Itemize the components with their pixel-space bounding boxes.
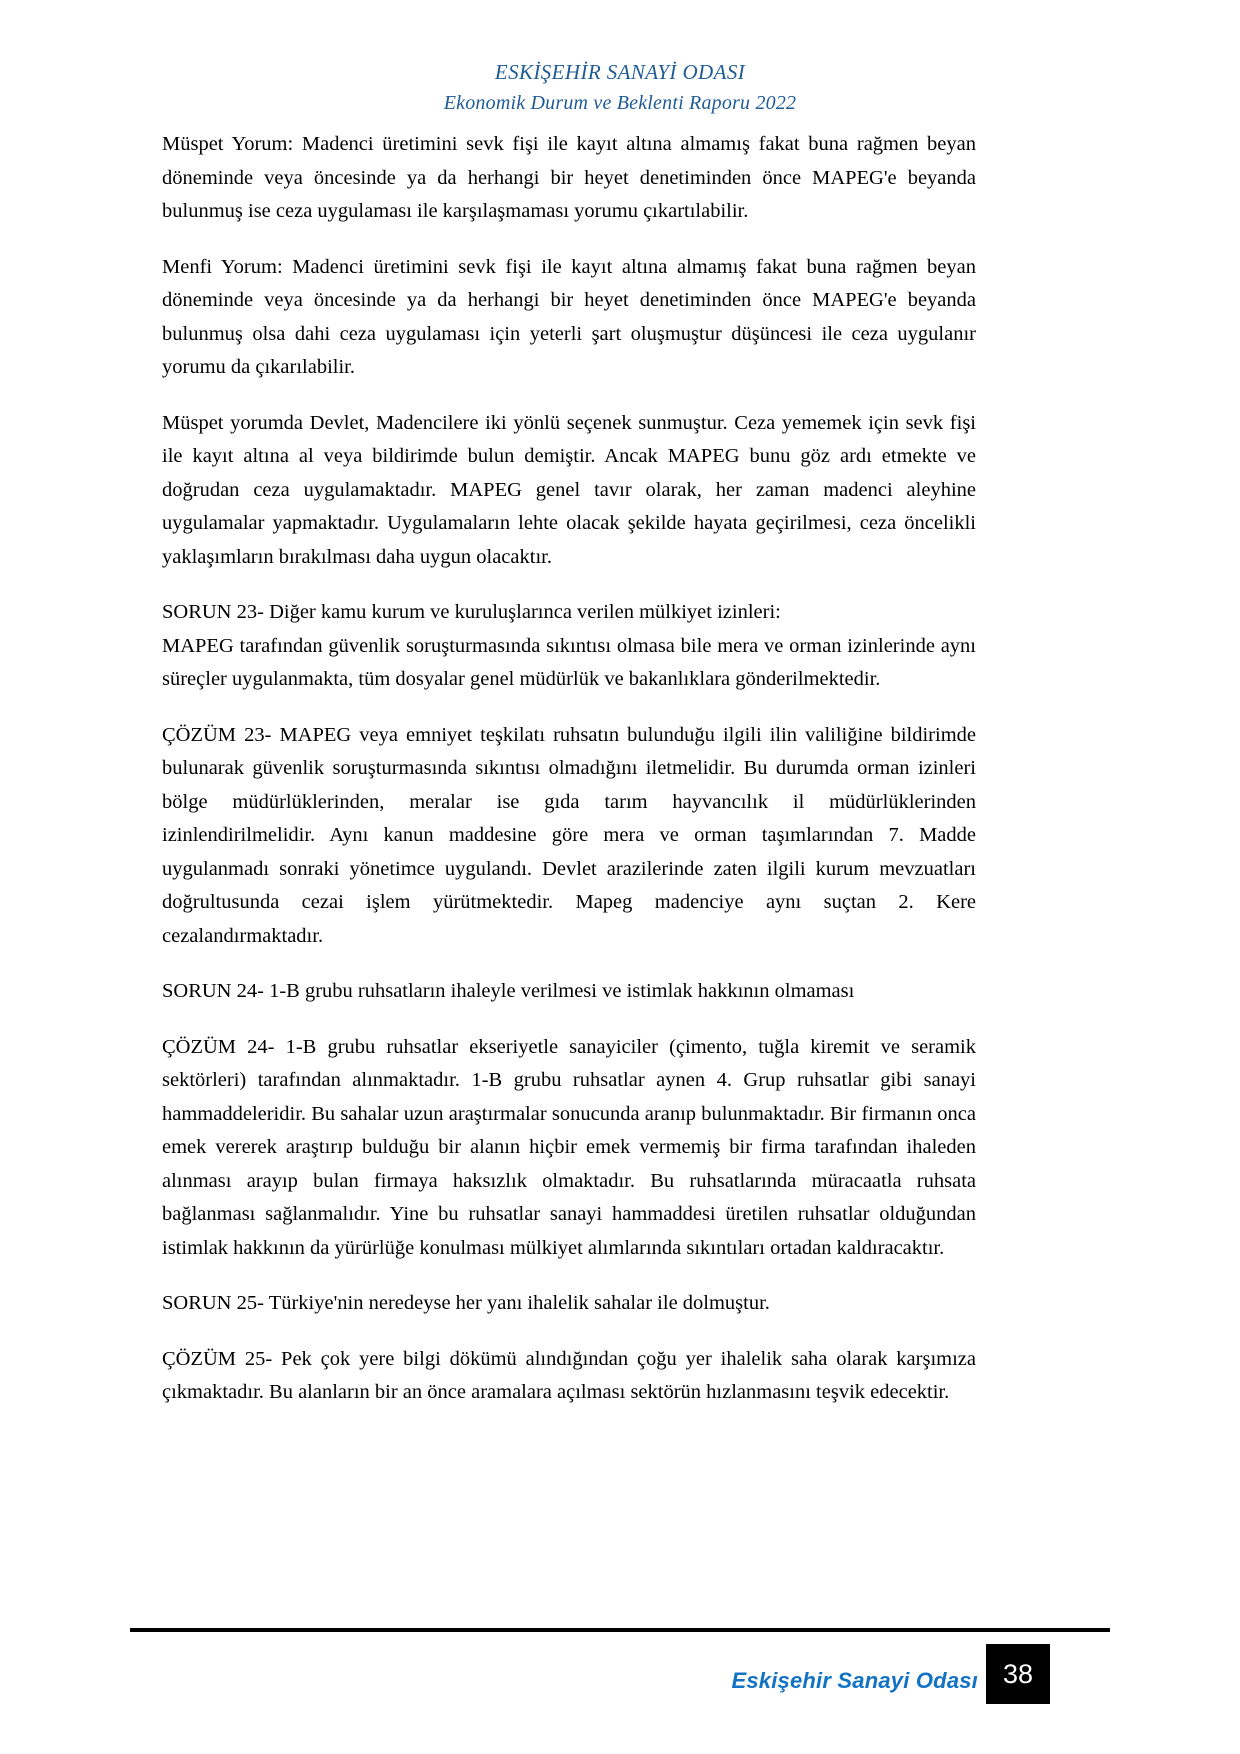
footer-brand: Eskişehir Sanayi Odası [731, 1668, 978, 1693]
paragraph-cozum-25: ÇÖZÜM 25- Pek çok yere bilgi dökümü alındığından çoğu yer ihalelik saha olarak karşımıza çıkmaktadır. Bu alanların bir an önce aramalara açılması sektörün hızlanmasını teşvik edecektir. [162, 1347, 976, 1403]
paragraph-muspet-yorumda: Müspet yorumda Devlet, Madencilere iki yönlü seçenek sunmuştur. Ceza yememek için sevk fişi ile kayıt altına al veya bildirimde bulun demiştir. Ancak MAPEG bunu göz ardı etmekte ve doğrudan ceza uygulamaktadır. MAPEG genel tavır olarak, her zaman madenci aleyhine uygulamalar yapmaktadır. Uygulamaların lehte olacak şekilde hayata geçirilmesi, ceza öncelikli yaklaşımların bırakılması daha uygun olacaktır. [162, 411, 976, 568]
document-header [0, 58, 1240, 117]
page-number-badge: 38 [986, 1644, 1050, 1704]
paragraph-sorun-23-body: MAPEG tarafından güvenlik soruşturmasında sıkıntısı olmasa bile mera ve orman izinlerinde aynı süreçler uygulanmakta, tüm dosyalar genel müdürlük ve bakanlıklara gönderilmektedir. [162, 634, 976, 690]
paragraph-cozum-23: ÇÖZÜM 23- MAPEG veya emniyet teşkilatı ruhsatın bulunduğu ilgili ilin valiliğine bildirimde bulunarak güvenlik soruşturmasında sıkıntısı olmadığını iletmelidir. Bu durumda orman izinleri bölge müdürlüklerinden, meralar ise gıda tarım hayvancılık il müdürlüklerinden izinlendirilmelidir. Aynı kanun maddesine göre mera ve orman taşımlarından 7. Madde uygulanmadı sonraki yönetimce uygulandı. Devlet arazilerinde zaten ilgili kurum mevzuatları doğrultusunda cezai işlem yürütmektedir. Mapeg madenciye aynı suçtan 2. Kere cezalandırmaktadır. [162, 723, 976, 947]
heading-sorun-23: SORUN 23- Diğer kamu kurum ve kuruluşlarınca verilen mülkiyet izinleri: [162, 601, 781, 623]
header-organization: ESKİŞEHİR SANAYİ ODASI [494, 60, 746, 84]
paragraph-muspet-yorum: Müspet Yorum: Madenci üretimini sevk fişi ile kayıt altına almamış fakat buna rağmen beyan döneminde veya öncesinde ya da herhangi bir heyet denetiminden önce MAPEG'e beyanda bulunmuş ise ceza uygulaması ile karşılaşmaması yorumu çıkartılabilir. [162, 133, 976, 222]
footer-divider [130, 1628, 1110, 1632]
header-subtitle: Ekonomik Durum ve Beklenti Raporu 2022 [443, 92, 797, 115]
paragraph-cozum-24: ÇÖZÜM 24- 1-B grubu ruhsatlar ekseriyetle sanayiciler (çimento, tuğla kiremit ve seramik sektörleri) tarafından alınmaktadır. 1-B grubu ruhsatlar aynen 4. Grup ruhsatlar gibi sanayi hammaddeleridir. Bu sahalar uzun araştırmalar sonucunda aranıp bulunmaktadır. Bir firmanın onca emek vererek araştırıp bulduğu bir alanın hiçbir emek vermemiş bir firma tarafından ihaleden alınması arayıp bulan firmaya haksızlık olmaktadır. Bu ruhsatlarında müracaatla ruhsata bağlanması sağlanmalıdır. Yine bu ruhsatlar sanayi hammaddesi üretilen ruhsatlar olduğundan istimlak hakkının da yürürlüğe konulması mülkiyet alımlarında sıkıntıları ortadan kaldıracaktır. [162, 1035, 976, 1259]
document-body [162, 128, 976, 1432]
heading-sorun-24: SORUN 24- 1-B grubu ruhsatların ihaleyle verilmesi ve istimlak hakkının olmaması [162, 980, 855, 1002]
heading-sorun-25: SORUN 25- Türkiye'nin neredeyse her yanı ihalelik sahalar ile dolmuştur. [162, 1292, 770, 1314]
paragraph-menfi-yorum: Menfi Yorum: Madenci üretimini sevk fişi ile kayıt altına almamış fakat buna rağmen beyan döneminde veya öncesinde ya da herhangi bir heyet denetiminden önce MAPEG'e beyanda bulunmuş olsa dahi ceza uygulaması için yeterli şart oluşmuştur düşüncesi ile ceza uygulanır yorumu da çıkarılabilir. [162, 255, 976, 378]
